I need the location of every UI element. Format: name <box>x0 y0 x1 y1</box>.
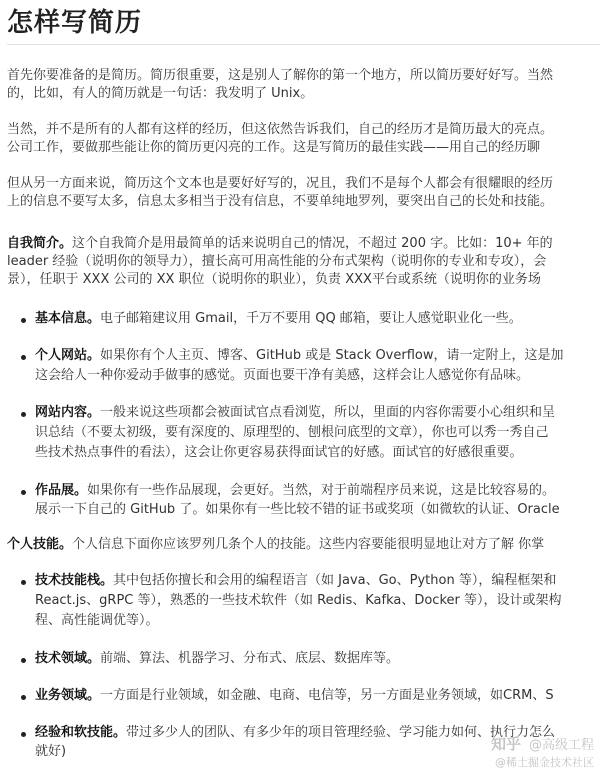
self-intro-label: 自我简介。 <box>7 236 73 251</box>
list-item-continuation: 些技术热点事件的看法），这会让你更容易获得面试官的好感。面试官的好感很重要。 <box>35 445 523 460</box>
paragraph-line: 首先你要准备的是简历。简历很重要，这是别人了解你的第一个地方，所以简历要好好写。当然 <box>7 68 554 83</box>
list-item-label: 技术技能栈。 <box>35 573 114 588</box>
list-item <box>35 482 555 500</box>
self-intro-line: leader 经验（说明你的领导力），擅长高可用高性能的分布式架构（说明你的专业和专攻），会 <box>7 254 547 269</box>
list-item <box>35 724 555 742</box>
list-item-text: 前端、算法、机器学习、分布式、底层、数据库等。 <box>100 651 400 666</box>
paragraph-line: 的，比如，有人的简历就是一句话：我发明了 Unix。 <box>7 86 314 101</box>
bullet-dot <box>21 318 26 323</box>
list-item <box>35 572 556 590</box>
list-item-text: 其中包括你擅长和会用的编程语言（如 Java、Go、Python 等），编程框架和 <box>113 573 557 588</box>
title-divider <box>7 44 600 45</box>
self-intro-line: 景），任职于 XXX 公司的 XX 职位（说明你的职业），负责 XXX平台或系统（说明你的业务场 <box>7 272 541 287</box>
list-item-label: 个人网站。 <box>35 348 101 363</box>
paragraph-line: 但从另一方面来说，简历这个文本也是要好好写的，况且，我们不是每个人都会有很耀眼的经历 <box>7 176 554 191</box>
watermark-brand: 知乎 <box>490 735 521 753</box>
paragraph-line: 公司工作，要做那些能让你的简历更闪亮的工作。这是写简历的最佳实践——用自己的经历聊 <box>7 140 541 155</box>
paragraph-line: 上的信息不要写太多，信息太多相当于没有信息，不要单纯地罗列，要突出自己的长处和技能。 <box>7 194 554 209</box>
watermark <box>491 736 594 769</box>
list-item-label: 基本信息。 <box>35 311 101 326</box>
list-item-label: 网站内容。 <box>35 405 101 420</box>
list-item-text: 如果你有个人主页、博客、GitHub 或是 Stack Overflow，请一定附上，这是加 <box>100 348 564 363</box>
bullet-dot <box>21 580 26 585</box>
skills-text: 个人信息下面你应该罗列几条个人的技能。这些内容要能很明显地让对方了解 你掌 <box>72 537 545 552</box>
list-item-text: 一般来说这些项都会被面试官点看浏览，所以，里面的内容你需要小心组织和呈 <box>100 405 556 420</box>
list-item-text: 如果你有一些作品展现，会更好。当然，对于前端程序员来说，这是比较容易的。 <box>87 483 556 498</box>
bullet-dot <box>21 412 26 417</box>
list-item <box>35 404 555 422</box>
list-item-text: 一方面是行业领域，如金融、电商、电信等，另一方面是业务领域，如CRM、S <box>100 688 554 703</box>
list-item-continuation: 就好) <box>35 744 67 759</box>
list-item-label: 经验和软技能。 <box>35 725 127 740</box>
skills-label: 个人技能。 <box>7 537 73 552</box>
bullet-dot <box>21 695 26 700</box>
list-item-label: 作品展。 <box>35 483 88 498</box>
list-item-continuation: 这会给人一种你爱动手做事的感觉。页面也要干净有美感，这样会让人感觉你有品味。 <box>35 368 530 383</box>
skills-line <box>7 536 544 554</box>
watermark-author: @高级工程 <box>528 738 594 753</box>
list-item-continuation: 识总结（不要太初级，要有深度的、原理型的、刨根问底型的文章），你也可以秀一秀自己 <box>35 425 549 440</box>
list-item-text: 带过多少人的团队、有多少年的项目管理经验、学习能力如何、执行力怎么 <box>126 725 556 740</box>
self-intro-text: 这个自我简介是用最简单的话来说明自己的情况，不超过 200 字。比如：10+ 年的 <box>72 236 553 251</box>
list-item-label: 业务领域。 <box>35 688 101 703</box>
list-item-text: 电子邮箱建议用 Gmail，千万不要用 QQ 邮箱，要让人感觉职业化一些。 <box>100 311 522 326</box>
list-item-continuation: 展示一下自己的 GitHub 了。如果你有一些比较不错的证书或奖项（如微软的认证、Oracle <box>35 502 560 517</box>
paragraph-line: 当然，并不是所有的人都有这样的经历，但这依然告诉我们，自己的经历才是简历最大的亮点。 <box>7 122 554 137</box>
list-item-label: 技术领域。 <box>35 651 101 666</box>
list-item <box>35 347 564 365</box>
page-title: 怎样写简历 <box>7 8 143 38</box>
list-item <box>35 687 554 705</box>
bullet-dot <box>21 732 26 737</box>
list-item-continuation: 程、高性能调优等）。 <box>35 613 159 628</box>
list-item-continuation: React.js、gRPC 等），熟悉的一些技术软件（如 Redis、Kafka、Docker 等），设计或架构 <box>35 593 562 608</box>
watermark-community: @稀土掘金技术社区 <box>495 756 594 769</box>
bullet-dot <box>21 355 26 360</box>
self-intro-line <box>7 235 553 253</box>
bullet-dot <box>21 490 26 495</box>
list-item <box>35 310 522 328</box>
list-item <box>35 650 399 668</box>
bullet-dot <box>21 658 26 663</box>
